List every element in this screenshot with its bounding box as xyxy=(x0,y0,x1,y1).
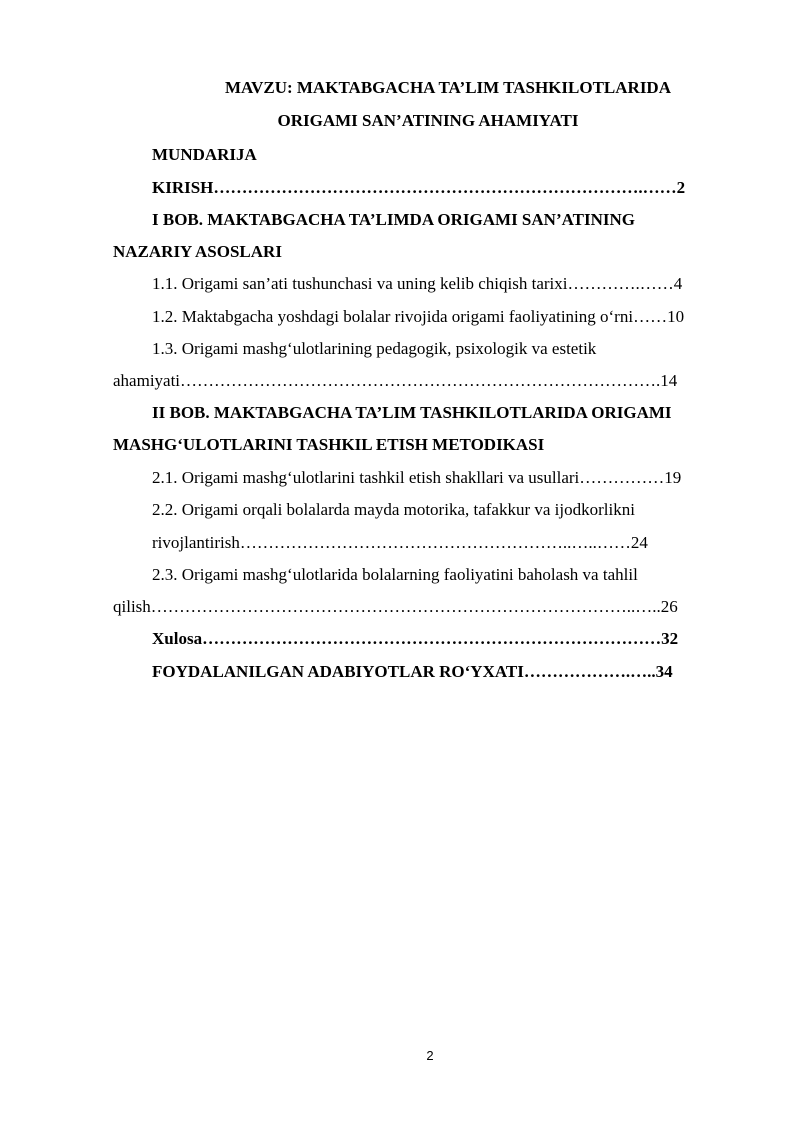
toc-section-1-3-line-2: ahamiyati………………………………………………………………………….14 xyxy=(113,371,678,390)
toc-entry-references: FOYDALANILGAN ADABIYOTLAR RO‘YXATI……………….…..34 xyxy=(152,662,673,681)
title-line-1: MAVZU: MAKTABGACHA TA’LIM TASHKILOTLARIDA xyxy=(225,78,671,97)
toc-section-2-3-line-1: 2.3. Origami mashg‘ulotlarida bolalarning faoliyatini baholash va tahlil xyxy=(152,565,638,584)
page-number: 2 xyxy=(426,1048,434,1063)
title-line-2: ORIGAMI SAN’ATINING AHAMIYATI xyxy=(277,111,579,130)
toc-entry-conclusion: Xulosa………………………………………………………………………32 xyxy=(152,629,679,648)
toc-section-2-2-line-1: 2.2. Origami orqali bolalarda mayda motorika, tafakkur va ijodkorlikni xyxy=(152,500,635,519)
toc-chapter-2-line-2: MASHG‘ULOTLARINI TASHKIL ETISH METODIKASI xyxy=(113,435,545,454)
toc-section-2-2-line-2: rivojlantirish…………………………………………………..…..……24 xyxy=(152,533,648,552)
toc-chapter-2-line-1: II BOB. MAKTABGACHA TA’LIM TASHKILOTLARIDA ORIGAMI xyxy=(152,403,672,422)
toc-chapter-1-line-2: NAZARIY ASOSLARI xyxy=(113,242,282,261)
toc-entry-intro: KIRISH………………………………………………………………….……2 xyxy=(152,178,686,197)
toc-section-2-3-line-2: qilish…………………………………………………………………………..…..26 xyxy=(113,597,678,616)
contents-heading: MUNDARIJA xyxy=(152,145,257,164)
toc-section-1-2: 1.2. Maktabgacha yoshdagi bolalar rivojida origami faoliyatining o‘rni……10 xyxy=(152,307,685,326)
toc-section-2-1: 2.1. Origami mashg‘ulotlarini tashkil etish shakllari va usullari……………19 xyxy=(152,468,682,487)
toc-chapter-1-line-1: I BOB. MAKTABGACHA TA’LIMDA ORIGAMI SAN’ATINING xyxy=(152,210,635,229)
toc-section-1-3-line-1: 1.3. Origami mashg‘ulotlarining pedagogik, psixologik va estetik xyxy=(152,339,597,358)
toc-section-1-1: 1.1. Origami san’ati tushunchasi va uning kelib chiqish tarixi………….……4 xyxy=(152,274,683,293)
